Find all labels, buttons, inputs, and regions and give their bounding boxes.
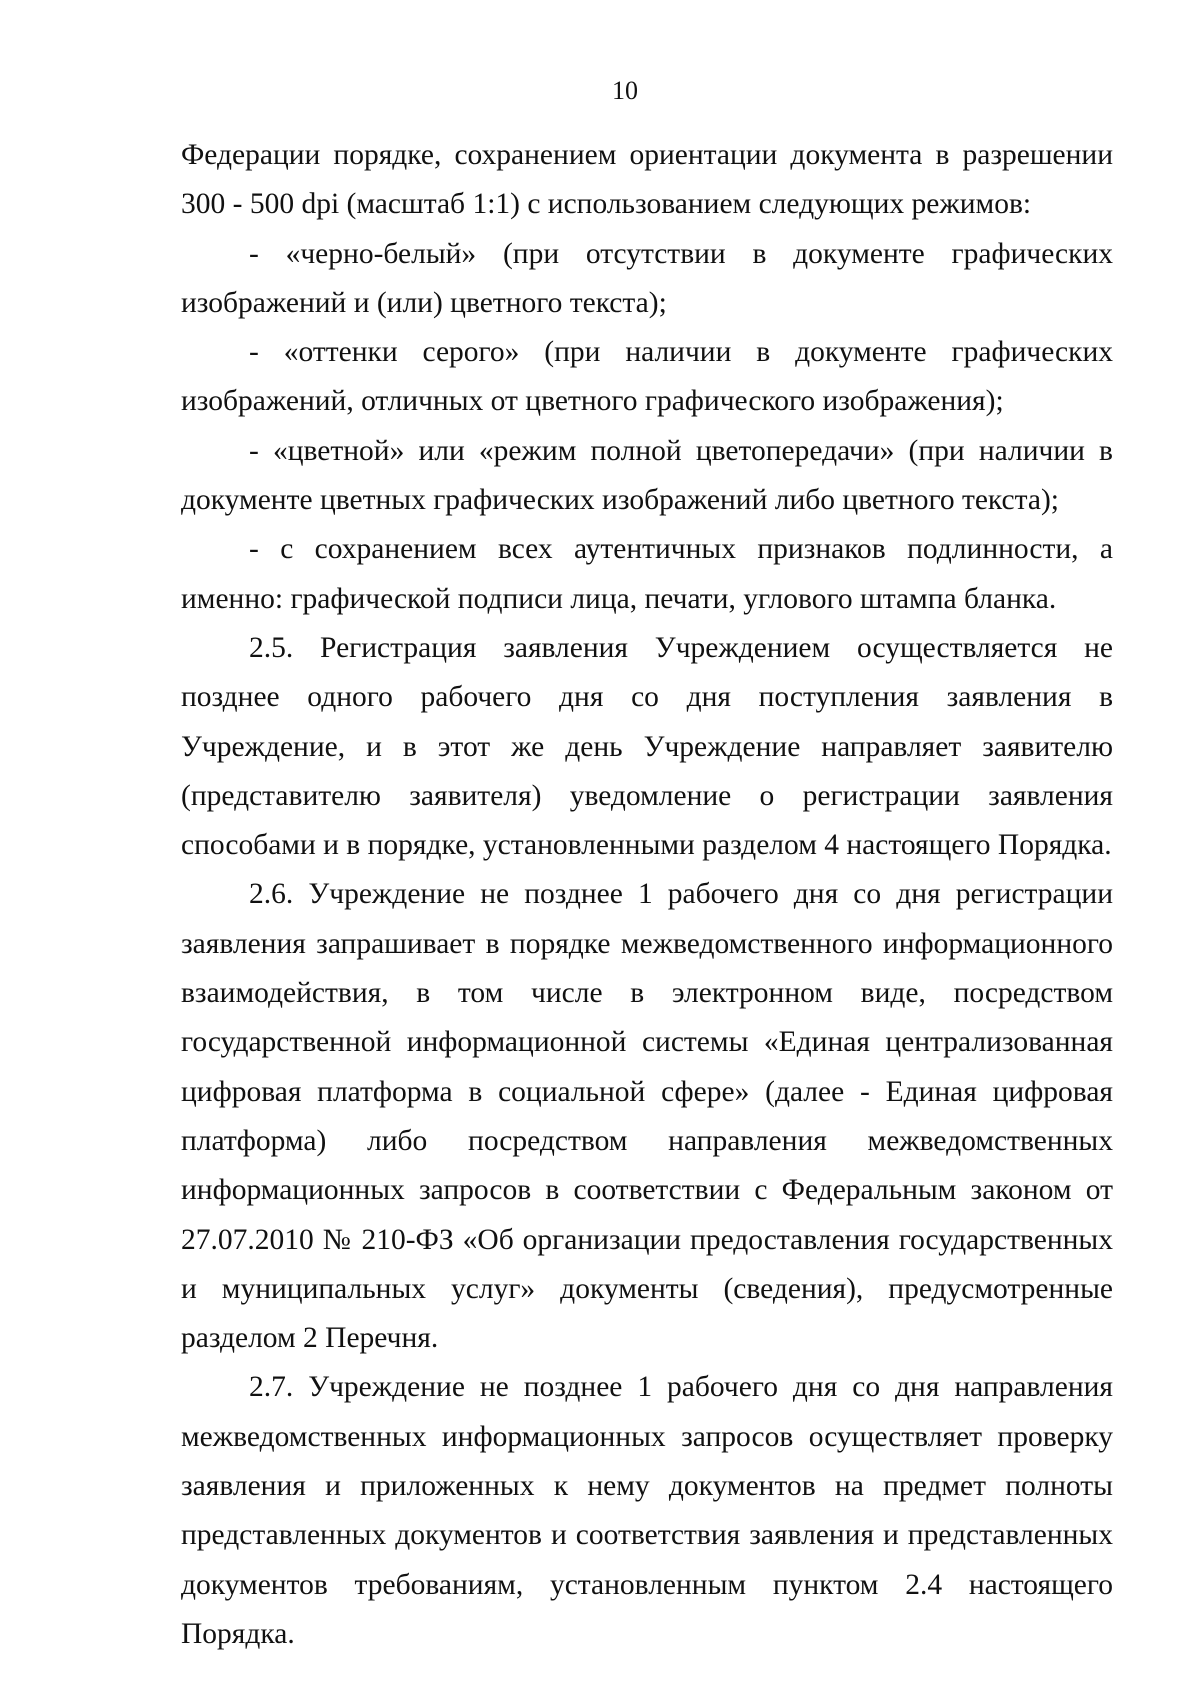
clause-2-6: 2.6. Учреждение не позднее 1 рабочего дня со дня регистрации заявления запрашивает в порядке межведомственного информационного взаимодействия, в том числе в электронном виде, посредством государственной информационной системы «Единая централизованная цифровая платформа в социальной сфере» (далее - Единая цифровая платформа) либо посредством направления межведомственных информационных запросов в соответствии с Федеральным законом от 27.07.2010 № 210-ФЗ «Об организации предоставления государственных и муниципальных услуг» документы (сведения), предусмотренные разделом 2 Перечня. [181, 878, 1113, 1355]
document-body [181, 131, 1113, 1659]
clause-2-7: 2.7. Учреждение не позднее 1 рабочего дня со дня направления межведомственных информационных запросов осуществляет проверку заявления и приложенных к нему документов на предмет полноты представленных документов и соответствия заявления и представленных документов требованиям, установленным пунктом 2.4 настоящего Порядка. [181, 1371, 1113, 1650]
list-item-authenticity-features: - с сохранением всех аутентичных признаков подлинности, а именно: графической подписи лица, печати, углового штампа бланка. [181, 533, 1113, 615]
page-number: 10 [612, 76, 638, 105]
list-item-black-white-mode: - «черно-белый» (при отсутствии в документе графических изображений и (или) цветного текста); [181, 237, 1113, 319]
clause-2-5: 2.5. Регистрация заявления Учреждением осуществляется не позднее одного рабочего дня со дня поступления заявления в Учреждение, и в этот же день Учреждение направляет заявителю (представителю заявителя) уведомление о регистрации заявления способами и в порядке, установленными разделом 4 настоящего Порядка. [181, 631, 1113, 862]
list-item-grayscale-mode: - «оттенки серого» (при наличии в документе графических изображений, отличных от цветного графического изображения); [181, 336, 1113, 418]
paragraph-continuation: Федерации порядке, сохранением ориентации документа в разрешении 300 - 500 dpi (масштаб 1:1) с использованием следующих режимов: [181, 139, 1113, 221]
list-item-color-mode: - «цветной» или «режим полной цветопередачи» (при наличии в документе цветных графических изображений либо цветного текста); [181, 434, 1113, 517]
